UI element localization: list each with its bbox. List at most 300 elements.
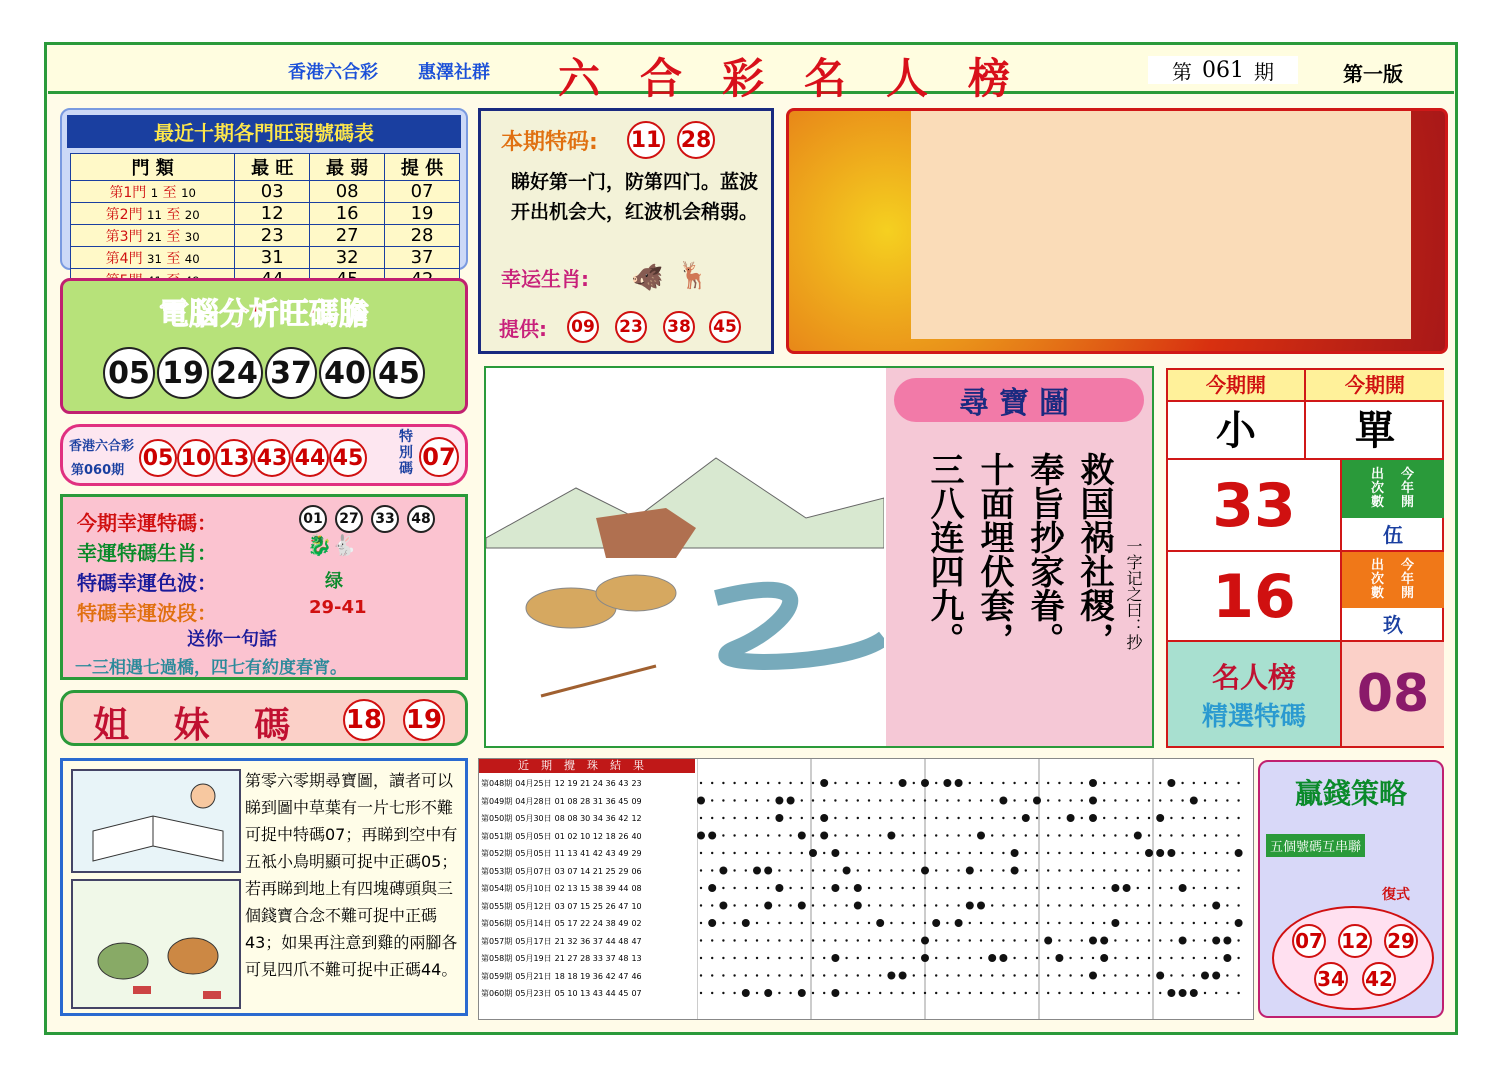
- empty-dot: [845, 887, 847, 889]
- empty-dot: [801, 869, 803, 871]
- range-from: 21: [147, 229, 162, 244]
- empty-dot: [1103, 799, 1105, 801]
- empty-dot: [890, 939, 892, 941]
- empty-dot: [789, 939, 791, 941]
- dragon-image: [786, 108, 1448, 354]
- empty-dot: [711, 939, 713, 941]
- empty-dot: [767, 817, 769, 819]
- hit-dot: [921, 779, 929, 787]
- treasure-panel: [484, 366, 1154, 748]
- empty-dot: [913, 799, 915, 801]
- hit-dot: [977, 902, 985, 910]
- empty-dot: [789, 887, 791, 889]
- special-dot: [820, 814, 828, 822]
- empty-dot: [722, 782, 724, 784]
- hit-dot: [764, 867, 772, 875]
- poem-line: 奉旨抄家眷。: [1024, 452, 1064, 656]
- empty-dot: [868, 887, 870, 889]
- empty-dot: [733, 817, 735, 819]
- empty-dot: [812, 957, 814, 959]
- empty-dot: [1226, 817, 1228, 819]
- last-issue: 第060期: [71, 463, 125, 478]
- empty-dot: [913, 922, 915, 924]
- special-dot: [787, 797, 795, 805]
- deer-icon: 🦌: [677, 261, 710, 291]
- empty-dot: [1226, 799, 1228, 801]
- empty-dot: [711, 904, 713, 906]
- empty-dot: [935, 974, 937, 976]
- empty-dot: [834, 939, 836, 941]
- hit-dot: [1156, 849, 1164, 857]
- empty-dot: [1148, 799, 1150, 801]
- empty-dot: [991, 904, 993, 906]
- empty-dot: [1058, 887, 1060, 889]
- empty-dot: [1170, 939, 1172, 941]
- empty-dot: [1092, 834, 1094, 836]
- empty-dot: [1237, 887, 1239, 889]
- lucky-label-1: 今期幸運特碼：: [77, 511, 217, 535]
- empty-dot: [901, 904, 903, 906]
- result-row: [481, 950, 695, 968]
- empty-dot: [1058, 869, 1060, 871]
- computer-number: 19: [157, 347, 209, 399]
- count-tag: [1342, 552, 1444, 608]
- empty-dot: [1137, 957, 1139, 959]
- empty-dot: [789, 782, 791, 784]
- empty-dot: [879, 957, 881, 959]
- col-header: 提 供: [385, 154, 460, 181]
- empty-dot: [901, 799, 903, 801]
- empty-dot: [845, 939, 847, 941]
- results-title: 近期攪珠結果: [479, 759, 695, 773]
- empty-dot: [733, 974, 735, 976]
- empty-dot: [879, 887, 881, 889]
- empty-dot: [1103, 852, 1105, 854]
- range-to-word: 至: [166, 250, 181, 267]
- empty-dot: [1237, 939, 1239, 941]
- dot-chart: [697, 759, 1253, 1019]
- empty-dot: [1237, 834, 1239, 836]
- empty-dot: [1103, 869, 1105, 871]
- empty-dot: [957, 817, 959, 819]
- result-numbers: 18 18 19 36 42 47: [554, 971, 629, 981]
- sister-panel: [60, 690, 468, 746]
- empty-dot: [935, 939, 937, 941]
- empty-dot: [1193, 834, 1195, 836]
- empty-dot: [1148, 887, 1150, 889]
- empty-dot: [1148, 974, 1150, 976]
- empty-dot: [980, 974, 982, 976]
- empty-dot: [834, 904, 836, 906]
- empty-dot: [1092, 869, 1094, 871]
- empty-dot: [756, 817, 758, 819]
- empty-dot: [1047, 782, 1049, 784]
- strategy-ring: [1272, 906, 1434, 1010]
- table-row: [71, 247, 460, 269]
- hit-dot: [1156, 972, 1164, 980]
- empty-dot: [890, 957, 892, 959]
- empty-dot: [946, 799, 948, 801]
- empty-dot: [1159, 904, 1161, 906]
- empty-dot: [812, 922, 814, 924]
- result-row: [481, 775, 695, 793]
- hit-dot: [899, 779, 907, 787]
- cell-give: 28: [385, 225, 460, 247]
- hit-dot: [820, 832, 828, 840]
- empty-dot: [1204, 904, 1206, 906]
- empty-dot: [1137, 887, 1139, 889]
- result-special: 07: [631, 989, 642, 998]
- hit-dot: [1156, 814, 1164, 822]
- empty-dot: [1103, 834, 1105, 836]
- empty-dot: [890, 904, 892, 906]
- empty-dot: [1125, 869, 1127, 871]
- empty-dot: [1025, 904, 1027, 906]
- hit-dot: [854, 902, 862, 910]
- result-date: 05月23日: [515, 989, 552, 998]
- empty-dot: [969, 799, 971, 801]
- empty-dot: [1081, 782, 1083, 784]
- empty-dot: [1137, 852, 1139, 854]
- empty-dot: [913, 939, 915, 941]
- empty-dot: [1069, 852, 1071, 854]
- empty-dot: [778, 904, 780, 906]
- open-header-2: 今期開: [1306, 370, 1444, 402]
- empty-dot: [1103, 974, 1105, 976]
- lucky-number: 01: [299, 505, 327, 533]
- empty-dot: [1204, 957, 1206, 959]
- empty-dot: [1047, 799, 1049, 801]
- computer-number: 45: [373, 347, 425, 399]
- empty-dot: [733, 852, 735, 854]
- empty-dot: [901, 922, 903, 924]
- cell-weak: 08: [310, 181, 385, 203]
- hit-dot: [955, 779, 963, 787]
- empty-dot: [1170, 922, 1172, 924]
- result-numbers: 05 17 22 24 38 49: [554, 919, 629, 928]
- special-panel: [478, 108, 774, 354]
- empty-dot: [1013, 834, 1015, 836]
- empty-dot: [1193, 957, 1195, 959]
- empty-dot: [1036, 782, 1038, 784]
- empty-dot: [924, 852, 926, 854]
- empty-dot: [823, 957, 825, 959]
- empty-dot: [1058, 904, 1060, 906]
- empty-dot: [845, 904, 847, 906]
- empty-dot: [733, 834, 735, 836]
- empty-dot: [1137, 922, 1139, 924]
- result-date: 05月05日: [515, 849, 552, 858]
- empty-dot: [1193, 904, 1195, 906]
- empty-dot: [1114, 992, 1116, 994]
- range-from: 1: [150, 185, 159, 200]
- org-name: 香港六合彩: [288, 62, 378, 83]
- empty-dot: [1081, 957, 1083, 959]
- result-numbers: 21 32 36 37 44 48: [554, 936, 629, 946]
- hit-dot: [1145, 849, 1153, 857]
- empty-dot: [778, 852, 780, 854]
- empty-dot: [1002, 939, 1004, 941]
- empty-dot: [913, 852, 915, 854]
- empty-dot: [1081, 922, 1083, 924]
- empty-dot: [1025, 957, 1027, 959]
- empty-dot: [812, 904, 814, 906]
- empty-dot: [1204, 939, 1206, 941]
- empty-dot: [1025, 992, 1027, 994]
- strategy-subtitle: 五個號碼互串聯: [1266, 834, 1365, 857]
- empty-dot: [946, 817, 948, 819]
- empty-dot: [1226, 922, 1228, 924]
- lucky-color: 绿: [325, 571, 343, 592]
- hit-dot: [1089, 972, 1097, 980]
- issue-prefix: 第: [1172, 59, 1192, 84]
- empty-dot: [801, 799, 803, 801]
- hit-dot: [1235, 919, 1243, 927]
- empty-dot: [879, 939, 881, 941]
- empty-dot: [1125, 922, 1127, 924]
- empty-dot: [969, 992, 971, 994]
- empty-dot: [700, 817, 702, 819]
- empty-dot: [868, 852, 870, 854]
- hit-dot: [1223, 954, 1231, 962]
- empty-dot: [879, 974, 881, 976]
- empty-dot: [1036, 904, 1038, 906]
- give-number: 38: [663, 311, 695, 343]
- special-dot: [1201, 972, 1209, 980]
- result-numbers: 01 08 28 31 36 45: [554, 796, 629, 806]
- empty-dot: [823, 869, 825, 871]
- empty-dot: [801, 817, 803, 819]
- edition: 第一版: [1343, 62, 1403, 86]
- last-number: 10: [177, 439, 215, 477]
- empty-dot: [1170, 974, 1172, 976]
- special-number: 11: [627, 121, 665, 159]
- empty-dot: [913, 834, 915, 836]
- empty-dot: [991, 799, 993, 801]
- special-dot: [1134, 832, 1142, 840]
- empty-dot: [1215, 799, 1217, 801]
- result-issue: 第048期: [481, 779, 513, 788]
- empty-dot: [845, 834, 847, 836]
- empty-dot: [1047, 817, 1049, 819]
- empty-dot: [1215, 817, 1217, 819]
- empty-dot: [857, 974, 859, 976]
- range-to-word: 至: [162, 184, 177, 201]
- empty-dot: [935, 957, 937, 959]
- empty-dot: [969, 957, 971, 959]
- empty-dot: [1013, 974, 1015, 976]
- empty-dot: [901, 817, 903, 819]
- result-row: [481, 793, 695, 811]
- table-row: [71, 225, 460, 247]
- empty-dot: [980, 939, 982, 941]
- table-row: [71, 181, 460, 203]
- empty-dot: [1181, 817, 1183, 819]
- empty-dot: [1215, 782, 1217, 784]
- empty-dot: [834, 922, 836, 924]
- computer-numbers: [63, 347, 465, 399]
- result-row: [481, 933, 695, 951]
- hit-dot: [887, 832, 895, 840]
- empty-dot: [823, 992, 825, 994]
- hit-dot: [1089, 779, 1097, 787]
- empty-dot: [756, 957, 758, 959]
- empty-dot: [946, 904, 948, 906]
- hit-dot: [854, 884, 862, 892]
- empty-dot: [834, 799, 836, 801]
- empty-dot: [789, 957, 791, 959]
- empty-dot: [1081, 817, 1083, 819]
- empty-dot: [1025, 939, 1027, 941]
- empty-dot: [1215, 834, 1217, 836]
- empty-dot: [834, 834, 836, 836]
- result-date: 04月25日: [515, 779, 552, 788]
- empty-dot: [1181, 782, 1183, 784]
- empty-dot: [924, 974, 926, 976]
- empty-dot: [711, 957, 713, 959]
- hit-dot: [966, 902, 974, 910]
- empty-dot: [1125, 904, 1127, 906]
- empty-dot: [745, 852, 747, 854]
- parity-value: 單: [1306, 402, 1444, 460]
- empty-dot: [812, 869, 814, 871]
- empty-dot: [1103, 782, 1105, 784]
- empty-dot: [946, 957, 948, 959]
- empty-dot: [1058, 799, 1060, 801]
- landscape-illustration: [486, 368, 884, 746]
- strategy-number: 29: [1384, 924, 1418, 958]
- empty-dot: [778, 992, 780, 994]
- empty-dot: [711, 782, 713, 784]
- empty-dot: [1036, 922, 1038, 924]
- special-dot: [798, 902, 806, 910]
- empty-dot: [1036, 834, 1038, 836]
- empty-dot: [1226, 834, 1228, 836]
- result-row: [481, 968, 695, 986]
- result-date: 05月10日: [515, 884, 552, 893]
- empty-dot: [969, 887, 971, 889]
- hit-dot: [775, 814, 783, 822]
- empty-dot: [812, 992, 814, 994]
- result-date: 05月30日: [515, 814, 552, 823]
- empty-dot: [1159, 939, 1161, 941]
- empty-dot: [1069, 799, 1071, 801]
- empty-dot: [1013, 939, 1015, 941]
- empty-dot: [823, 974, 825, 976]
- cell-strong: 31: [235, 247, 310, 269]
- strategy-number: 07: [1292, 924, 1326, 958]
- empty-dot: [1148, 957, 1150, 959]
- empty-dot: [756, 782, 758, 784]
- empty-dot: [1159, 992, 1161, 994]
- empty-dot: [1092, 852, 1094, 854]
- special-dot: [1011, 849, 1019, 857]
- empty-dot: [1002, 887, 1004, 889]
- poem-line: 十面埋伏套，: [974, 452, 1014, 656]
- empty-dot: [1002, 834, 1004, 836]
- empty-dot: [924, 922, 926, 924]
- hit-dot: [1212, 902, 1220, 910]
- last-number: 13: [215, 439, 253, 477]
- empty-dot: [733, 922, 735, 924]
- empty-dot: [700, 957, 702, 959]
- hit-dot: [1067, 814, 1075, 822]
- lucky-label-4: 特碼幸運波段：: [77, 601, 217, 625]
- fame-title: 名人榜: [1211, 661, 1296, 694]
- table-row: [71, 203, 460, 225]
- empty-dot: [756, 922, 758, 924]
- range-from: 31: [147, 251, 162, 266]
- empty-dot: [946, 939, 948, 941]
- result-numbers: 05 10 13 43 44 45: [554, 989, 629, 998]
- empty-dot: [711, 852, 713, 854]
- hit-dot: [831, 884, 839, 892]
- empty-dot: [924, 887, 926, 889]
- empty-dot: [946, 922, 948, 924]
- empty-dot: [879, 834, 881, 836]
- result-issue: 第051期: [481, 831, 513, 841]
- empty-dot: [1047, 887, 1049, 889]
- range-to-word: 至: [166, 206, 181, 223]
- hit-dot: [1089, 937, 1097, 945]
- empty-dot: [1181, 974, 1183, 976]
- count-tag: [1342, 460, 1444, 518]
- empty-dot: [789, 869, 791, 871]
- hit-dot: [1179, 937, 1187, 945]
- empty-dot: [1036, 869, 1038, 871]
- hit-dot: [955, 919, 963, 927]
- empty-dot: [1092, 904, 1094, 906]
- empty-dot: [801, 852, 803, 854]
- issue-suffix: 期: [1254, 59, 1274, 84]
- empty-dot: [980, 922, 982, 924]
- empty-dot: [711, 992, 713, 994]
- hit-dot: [742, 919, 750, 927]
- empty-dot: [1170, 957, 1172, 959]
- empty-dot: [778, 782, 780, 784]
- empty-dot: [789, 904, 791, 906]
- special-label: 本期特码:: [501, 130, 598, 155]
- empty-dot: [857, 782, 859, 784]
- empty-dot: [935, 869, 937, 871]
- empty-dot: [868, 799, 870, 801]
- hit-dot: [719, 867, 727, 875]
- open-header-1: 今期開: [1168, 370, 1306, 402]
- empty-dot: [1204, 869, 1206, 871]
- strategy-number: 12: [1338, 924, 1372, 958]
- empty-dot: [946, 852, 948, 854]
- empty-dot: [969, 922, 971, 924]
- strategy-title: 贏錢策略: [1294, 777, 1407, 810]
- hit-dot: [932, 919, 940, 927]
- empty-dot: [1002, 992, 1004, 994]
- empty-dot: [1013, 887, 1015, 889]
- empty-dot: [1215, 887, 1217, 889]
- empty-dot: [1013, 782, 1015, 784]
- cell-weak: 16: [310, 203, 385, 225]
- empty-dot: [924, 904, 926, 906]
- cell-strong: 03: [235, 181, 310, 203]
- empty-dot: [868, 834, 870, 836]
- empty-dot: [823, 922, 825, 924]
- result-special: 10: [631, 901, 642, 911]
- empty-dot: [868, 922, 870, 924]
- empty-dot: [857, 817, 859, 819]
- empty-dot: [890, 887, 892, 889]
- empty-dot: [1092, 992, 1094, 994]
- hit-dot: [999, 797, 1007, 805]
- compound-tag: 復式: [1382, 887, 1410, 903]
